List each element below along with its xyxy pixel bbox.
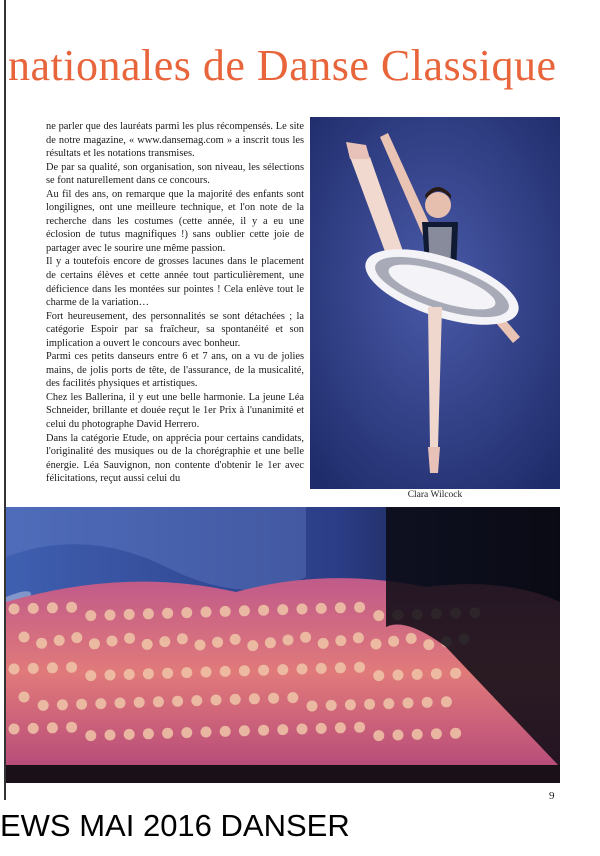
dancer-head [277,604,288,615]
dancer-head [450,668,461,679]
dancer-head [258,725,269,736]
article-body [46,120,304,486]
dancer-head [162,608,173,619]
page-headline: nationales de Danse Classique [8,41,557,90]
dancer-head [85,670,96,681]
dancer-head [124,633,135,644]
dancer-head [124,729,135,740]
dancer-head [181,727,192,738]
dancer-head [393,670,404,681]
dancer-head [239,605,250,616]
dancer-head [89,638,100,649]
dancer-head [85,730,96,741]
dancer-head [66,662,77,673]
article-paragraph: Au fil des ans, on remarque que la majorité des enfants sont longilignes, ont une meilleure technique, et l'on note de la recherche dans les costumes (cette année, il y a eu une éclosion de tutus magnifiques !) sans oublier cette joie de partager avec le sourire une même passion. [46,188,304,254]
dancer-head [201,667,212,678]
dancer-head [36,638,47,649]
dancer-head [66,602,77,613]
dancer-head [71,632,82,643]
dancer-head [297,724,308,735]
dancer-head [258,665,269,676]
ballerina-illustration [310,117,560,489]
dancer-head [105,670,116,681]
dancer-head [423,639,434,650]
dancer-head [76,699,87,710]
dancer-head [316,723,327,734]
article-paragraph: De par sa qualité, son organisation, son niveau, les sélections se font naturellement dans ce concours. [46,161,304,187]
article-paragraph: Chez les Ballerina, il y eut une belle harmonie. La jeune Léa Schneider, brillante et douée reçut le 1er Prix à l'unanimité et celui du photographe David Herrero. [46,391,304,431]
dancer-head [211,695,222,706]
dancer-head [57,699,68,710]
dancer-head [335,662,346,673]
photo-caption: Clara Wilcock [407,490,463,500]
dancer-head [431,668,442,679]
dancer-head [143,728,154,739]
dancer-head [19,692,30,703]
dancer-head [249,693,260,704]
dancer-head [412,669,423,680]
dancer-head [153,696,164,707]
footer-text: EWS MAI 2016 DANSER [0,808,350,843]
dancer-head [277,724,288,735]
dancer-head [393,730,404,741]
dancer-head [54,635,65,646]
dancer-head [105,610,116,621]
dancer-head [422,697,433,708]
dancer-head [142,639,153,650]
dancer-head [406,633,417,644]
dancer-head [265,637,276,648]
dancer-head [115,698,126,709]
dancer-head [431,728,442,739]
dancer-head [28,603,39,614]
dancer-head [326,700,337,711]
dancer-head [277,664,288,675]
dancer-head [383,698,394,709]
dancer-head [318,638,329,649]
dancer-head [373,730,384,741]
dancer-head [239,725,250,736]
dancer-head [239,665,250,676]
dancer-head [297,664,308,675]
dancer-head [354,722,365,733]
dancer-head [441,696,452,707]
dancer-head [143,608,154,619]
dancer-head [134,697,145,708]
dancer-head [9,724,20,735]
dancer-head [47,662,58,673]
dancer-head [230,634,241,645]
dancer-head [335,635,346,646]
dancer-head [9,604,20,615]
dancer-head [371,639,382,650]
dancer-head [107,636,118,647]
dancer-head [124,669,135,680]
dancer-head [335,602,346,613]
dancer-head [85,610,96,621]
dancer-head [297,604,308,615]
dancer-head [201,607,212,618]
article-paragraph: Il y a toutefois encore de grosses lacunes dans le placement de certains élèves et cette année tout particulièrement, une déficience dans les montées sur pointes ! Cela enlève tout le charme de la variation… [46,256,304,309]
dancer-head [124,609,135,620]
dancer-head [95,698,106,709]
dancer-head [38,700,49,711]
dancer-head [364,699,375,710]
dancer-head [373,670,384,681]
dancer-head [172,696,183,707]
dancer-head [201,727,212,738]
dancer-head [47,602,58,613]
dancer-head [373,610,384,621]
dancer-head [105,730,116,741]
dancer-head [212,637,223,648]
dancer-head [354,662,365,673]
article-paragraph: Dans la catégorie Etude, on apprécia pour certains candidats, l'originalité des musiques ou de la chorégraphie et une belle énergie. Léa Sauvignon, non contente d'obtenir le 1er avec félicitations, reçut aussi celui du [46,432,304,485]
dancer-head [181,667,192,678]
dancer-head [220,606,231,617]
dancer-head [335,722,346,733]
dancer-head [354,602,365,613]
dancer-head [258,605,269,616]
dancer-head [450,728,461,739]
dancer-head [195,640,206,651]
dancer-head [177,633,188,644]
article-paragraph: Fort heureusement, des personnalités se sont détachées ; la catégorie Espoir par sa fraîcheur, sa spontanéité et son implication a ouvert le concours avec bonheur. [46,310,304,349]
page-number: 9 [549,790,555,802]
dancer-head [307,701,318,712]
dancer-head [388,636,399,647]
dancer-head [283,635,294,646]
dancer-head [28,723,39,734]
dancer-head [162,728,173,739]
dancer-head [9,664,20,675]
dancer-head [247,640,258,651]
dancer-head [191,695,202,706]
dancer-head [345,699,356,710]
dancer-head [353,632,364,643]
dancer-head [47,722,58,733]
dancer-head [300,632,311,643]
group-stage-photo [6,507,560,783]
dancer-head [28,663,39,674]
group-illustration [6,507,560,783]
dancer-head [162,668,173,679]
ballerina-photo [310,117,560,489]
dancer-head [403,698,414,709]
dancer-head [159,636,170,647]
article-paragraph: Parmi ces petits danseurs entre 6 et 7 ans, on a vu de jolies mains, de jolis ports de tête, de l'assurance, de la musicalité, des facilités physiques et artistiques. [46,351,304,390]
dancer-head [220,726,231,737]
dancer-head [19,632,30,643]
article-paragraph: ne parler que des lauréats parmi les plus récompensés. Le site de notre magazine, « www.dansemag.com » a inscrit tous les résultats et les notations transmises. [46,121,304,160]
dancer-head [316,603,327,614]
dancer-head [268,693,279,704]
dancer-head [220,666,231,677]
dancer-head [181,607,192,618]
dancer-head [412,729,423,740]
dancer-head [66,722,77,733]
dancer-head [287,692,298,703]
dancer-head [143,668,154,679]
dancer-head [316,663,327,674]
dancer-head [230,694,241,705]
